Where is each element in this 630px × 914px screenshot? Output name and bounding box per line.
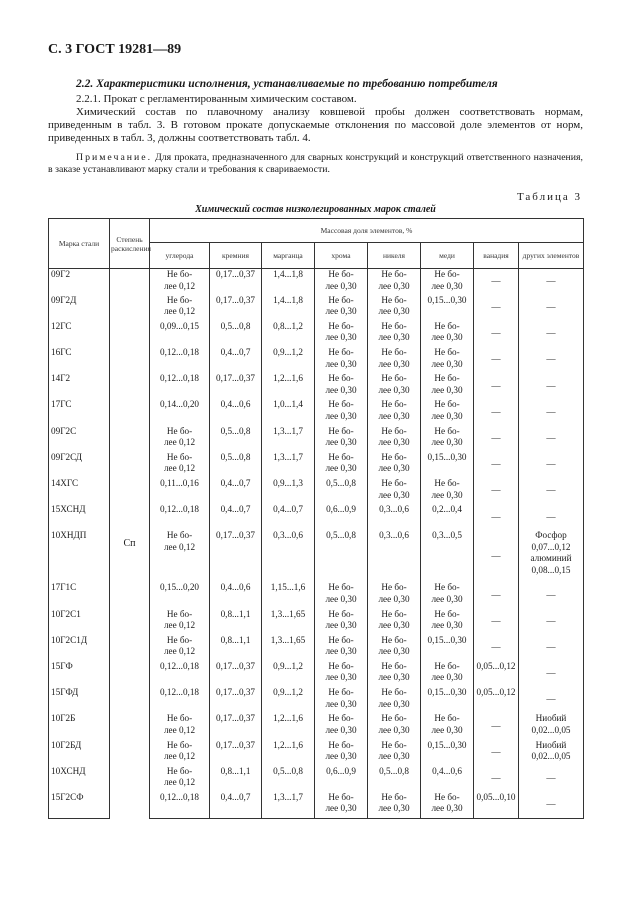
other-elements-cell: — bbox=[519, 399, 584, 425]
chromium-cell: Не бо- лее 0,30 bbox=[315, 295, 368, 321]
header-grade: Марка стали bbox=[49, 219, 110, 269]
carbon-cell: 0,14...0,20 bbox=[150, 399, 210, 425]
vanadium-cell: — bbox=[474, 269, 519, 295]
carbon-cell: Не бо- лее 0,12 bbox=[150, 766, 210, 792]
manganese-cell: 1,3...1,65 bbox=[262, 635, 315, 661]
copper-cell: 0,15...0,30 bbox=[421, 452, 474, 478]
copper-cell: Не бо- лее 0,30 bbox=[421, 582, 474, 608]
manganese-cell: 1,2...1,6 bbox=[262, 373, 315, 399]
manganese-cell: 1,3...1,7 bbox=[262, 426, 315, 452]
copper-cell: 0,15...0,30 bbox=[421, 295, 474, 321]
carbon-cell: Не бо- лее 0,12 bbox=[150, 713, 210, 739]
nickel-cell: Не бо- лее 0,30 bbox=[368, 347, 421, 373]
copper-cell: Не бо- лее 0,30 bbox=[421, 478, 474, 504]
carbon-cell: Не бо- лее 0,12 bbox=[150, 635, 210, 661]
nickel-cell: Не бо- лее 0,30 bbox=[368, 661, 421, 687]
grade-cell: 14Г2 bbox=[49, 373, 110, 399]
manganese-cell: 1,3...1,7 bbox=[262, 792, 315, 818]
other-elements-cell: — bbox=[519, 452, 584, 478]
vanadium-cell: 0,05...0,12 bbox=[474, 687, 519, 713]
manganese-cell: 0,4...0,7 bbox=[262, 504, 315, 530]
other-elements-cell: — bbox=[519, 426, 584, 452]
copper-cell: Не бо- лее 0,30 bbox=[421, 713, 474, 739]
copper-cell: 0,4...0,6 bbox=[421, 766, 474, 792]
nickel-cell: Не бо- лее 0,30 bbox=[368, 399, 421, 425]
nickel-cell: Не бо- лее 0,30 bbox=[368, 426, 421, 452]
carbon-cell: 0,12...0,18 bbox=[150, 504, 210, 530]
manganese-cell: 0,9...1,2 bbox=[262, 347, 315, 373]
nickel-cell: Не бо- лее 0,30 bbox=[368, 687, 421, 713]
other-elements-cell: Ниобий 0,02...0,05 bbox=[519, 713, 584, 739]
nickel-cell: Не бо- лее 0,30 bbox=[368, 269, 421, 295]
vanadium-cell: — bbox=[474, 713, 519, 739]
copper-cell: 0,2...0,4 bbox=[421, 504, 474, 530]
vanadium-cell: — bbox=[474, 530, 519, 582]
silicon-cell: 0,4...0,6 bbox=[210, 399, 262, 425]
silicon-cell: 0,17...0,37 bbox=[210, 530, 262, 582]
copper-cell: Не бо- лее 0,30 bbox=[421, 661, 474, 687]
deoxidation-cell: Сп bbox=[110, 269, 150, 819]
chromium-cell: Не бо- лее 0,30 bbox=[315, 582, 368, 608]
chromium-cell: Не бо- лее 0,30 bbox=[315, 347, 368, 373]
vanadium-cell: 0,05...0,10 bbox=[474, 792, 519, 818]
chromium-cell: Не бо- лее 0,30 bbox=[315, 713, 368, 739]
table-body bbox=[49, 269, 584, 819]
other-elements-cell: — bbox=[519, 504, 584, 530]
table-label: Таблица 3 bbox=[516, 191, 582, 203]
silicon-cell: 0,17...0,37 bbox=[210, 740, 262, 766]
table-row bbox=[49, 269, 584, 295]
manganese-cell: 0,9...1,3 bbox=[262, 478, 315, 504]
chromium-cell: Не бо- лее 0,30 bbox=[315, 609, 368, 635]
chromium-cell: Не бо- лее 0,30 bbox=[315, 426, 368, 452]
vanadium-cell: — bbox=[474, 399, 519, 425]
note-paragraph bbox=[48, 152, 583, 176]
grade-cell: 09Г2С bbox=[49, 426, 110, 452]
grade-cell: 10Г2БД bbox=[49, 740, 110, 766]
header-mass-fraction: Массовая доля элементов, % bbox=[150, 219, 584, 243]
copper-cell: Не бо- лее 0,30 bbox=[421, 609, 474, 635]
vanadium-cell: — bbox=[474, 295, 519, 321]
copper-cell: Не бо- лее 0,30 bbox=[421, 373, 474, 399]
header-other: других элементов bbox=[519, 243, 584, 269]
other-elements-cell: — bbox=[519, 766, 584, 792]
vanadium-cell: — bbox=[474, 635, 519, 661]
vanadium-cell: — bbox=[474, 609, 519, 635]
header-vanadium: ванадия bbox=[474, 243, 519, 269]
nickel-cell: 0,5...0,8 bbox=[368, 766, 421, 792]
other-elements-cell: — bbox=[519, 347, 584, 373]
copper-cell: 0,15...0,30 bbox=[421, 740, 474, 766]
chromium-cell: Не бо- лее 0,30 bbox=[315, 687, 368, 713]
other-elements-cell: — bbox=[519, 321, 584, 347]
silicon-cell: 0,4...0,7 bbox=[210, 792, 262, 818]
other-elements-cell: — bbox=[519, 635, 584, 661]
vanadium-cell: — bbox=[474, 766, 519, 792]
header-silicon: кремния bbox=[210, 243, 262, 269]
carbon-cell: Не бо- лее 0,12 bbox=[150, 530, 210, 582]
nickel-cell: Не бо- лее 0,30 bbox=[368, 609, 421, 635]
other-elements-cell: — bbox=[519, 609, 584, 635]
paragraph-2-2-1: 2.2.1. Прокат с регламентированным химическим составом. bbox=[76, 93, 357, 105]
copper-cell: Не бо- лее 0,30 bbox=[421, 792, 474, 818]
other-elements-cell: — bbox=[519, 295, 584, 321]
grade-cell: 15Г2СФ bbox=[49, 792, 110, 818]
vanadium-cell: — bbox=[474, 504, 519, 530]
chromium-cell: 0,6...0,9 bbox=[315, 766, 368, 792]
other-elements-cell: — bbox=[519, 687, 584, 713]
other-elements-cell: Фосфор 0,07...0,12 алюминий 0,08...0,15 bbox=[519, 530, 584, 582]
silicon-cell: 0,5...0,8 bbox=[210, 321, 262, 347]
chromium-cell: Не бо- лее 0,30 bbox=[315, 740, 368, 766]
manganese-cell: 0,9...1,2 bbox=[262, 661, 315, 687]
header-copper: меди bbox=[421, 243, 474, 269]
chromium-cell: Не бо- лее 0,30 bbox=[315, 399, 368, 425]
table-title: Химический состав низколегированных марок сталей bbox=[195, 204, 436, 215]
manganese-cell: 0,9...1,2 bbox=[262, 687, 315, 713]
manganese-cell: 1,3...1,7 bbox=[262, 452, 315, 478]
vanadium-cell: 0,05...0,12 bbox=[474, 661, 519, 687]
manganese-cell: 1,4...1,8 bbox=[262, 295, 315, 321]
header-chromium: хрома bbox=[315, 243, 368, 269]
other-elements-cell: — bbox=[519, 269, 584, 295]
vanadium-cell: — bbox=[474, 452, 519, 478]
header-carbon: углерода bbox=[150, 243, 210, 269]
carbon-cell: 0,15...0,20 bbox=[150, 582, 210, 608]
nickel-cell: Не бо- лее 0,30 bbox=[368, 582, 421, 608]
grade-cell: 10ХНДП bbox=[49, 530, 110, 582]
carbon-cell: 0,11...0,16 bbox=[150, 478, 210, 504]
grade-cell: 09Г2 bbox=[49, 269, 110, 295]
other-elements-cell: — bbox=[519, 582, 584, 608]
other-elements-cell: — bbox=[519, 478, 584, 504]
other-elements-cell: — bbox=[519, 373, 584, 399]
grade-cell: 10Г2С1 bbox=[49, 609, 110, 635]
nickel-cell: Не бо- лее 0,30 bbox=[368, 295, 421, 321]
grade-cell: 10Г2С1Д bbox=[49, 635, 110, 661]
carbon-cell: Не бо- лее 0,12 bbox=[150, 740, 210, 766]
silicon-cell: 0,17...0,37 bbox=[210, 295, 262, 321]
copper-cell: 0,15...0,30 bbox=[421, 635, 474, 661]
manganese-cell: 1,4...1,8 bbox=[262, 269, 315, 295]
grade-cell: 10ХСНД bbox=[49, 766, 110, 792]
grade-cell: 14ХГС bbox=[49, 478, 110, 504]
carbon-cell: Не бо- лее 0,12 bbox=[150, 452, 210, 478]
carbon-cell: Не бо- лее 0,12 bbox=[150, 295, 210, 321]
nickel-cell: Не бо- лее 0,30 bbox=[368, 740, 421, 766]
vanadium-cell: — bbox=[474, 478, 519, 504]
copper-cell: Не бо- лее 0,30 bbox=[421, 426, 474, 452]
nickel-cell: Не бо- лее 0,30 bbox=[368, 452, 421, 478]
chromium-cell: 0,6...0,9 bbox=[315, 504, 368, 530]
vanadium-cell: — bbox=[474, 373, 519, 399]
vanadium-cell: — bbox=[474, 426, 519, 452]
paragraph-chemical-composition: Химический состав по плавочному анализу ковшевой пробы должен соответствовать нормам, приведенным в табл. 3. В готовом прокате допускаемые отклонения по массовой доле элементов от норм, приведенных в табл. 3, должны соответствовать табл. 4. bbox=[48, 106, 583, 144]
chromium-cell: Не бо- лее 0,30 bbox=[315, 792, 368, 818]
silicon-cell: 0,5...0,8 bbox=[210, 426, 262, 452]
copper-cell: 0,3...0,5 bbox=[421, 530, 474, 582]
chromium-cell: 0,5...0,8 bbox=[315, 478, 368, 504]
copper-cell: Не бо- лее 0,30 bbox=[421, 399, 474, 425]
chromium-cell: Не бо- лее 0,30 bbox=[315, 269, 368, 295]
vanadium-cell: — bbox=[474, 321, 519, 347]
note-label: Примечание. bbox=[76, 152, 153, 163]
vanadium-cell: — bbox=[474, 740, 519, 766]
page-header: С. 3 ГОСТ 19281—89 bbox=[48, 42, 182, 57]
manganese-cell: 1,0...1,4 bbox=[262, 399, 315, 425]
grade-cell: 17Г1С bbox=[49, 582, 110, 608]
carbon-cell: 0,12...0,18 bbox=[150, 661, 210, 687]
manganese-cell: 0,5...0,8 bbox=[262, 766, 315, 792]
chromium-cell: 0,5...0,8 bbox=[315, 530, 368, 582]
carbon-cell: 0,09...0,15 bbox=[150, 321, 210, 347]
other-elements-cell: — bbox=[519, 661, 584, 687]
manganese-cell: 1,2...1,6 bbox=[262, 740, 315, 766]
nickel-cell: Не бо- лее 0,30 bbox=[368, 792, 421, 818]
silicon-cell: 0,8...1,1 bbox=[210, 766, 262, 792]
silicon-cell: 0,4...0,7 bbox=[210, 347, 262, 373]
carbon-cell: Не бо- лее 0,12 bbox=[150, 426, 210, 452]
grade-cell: 15ГФ bbox=[49, 661, 110, 687]
chromium-cell: Не бо- лее 0,30 bbox=[315, 321, 368, 347]
grade-cell: 15ГФД bbox=[49, 687, 110, 713]
silicon-cell: 0,8...1,1 bbox=[210, 635, 262, 661]
chromium-cell: Не бо- лее 0,30 bbox=[315, 452, 368, 478]
chromium-cell: Не бо- лее 0,30 bbox=[315, 661, 368, 687]
silicon-cell: 0,17...0,37 bbox=[210, 687, 262, 713]
silicon-cell: 0,8...1,1 bbox=[210, 609, 262, 635]
vanadium-cell: — bbox=[474, 347, 519, 373]
grade-cell: 09Г2Д bbox=[49, 295, 110, 321]
carbon-cell: 0,12...0,18 bbox=[150, 687, 210, 713]
copper-cell: Не бо- лее 0,30 bbox=[421, 321, 474, 347]
grade-cell: 09Г2СД bbox=[49, 452, 110, 478]
carbon-cell: 0,12...0,18 bbox=[150, 792, 210, 818]
silicon-cell: 0,4...0,7 bbox=[210, 504, 262, 530]
nickel-cell: 0,3...0,6 bbox=[368, 530, 421, 582]
chromium-cell: Не бо- лее 0,30 bbox=[315, 373, 368, 399]
silicon-cell: 0,17...0,37 bbox=[210, 269, 262, 295]
grade-cell: 10Г2Б bbox=[49, 713, 110, 739]
carbon-cell: 0,12...0,18 bbox=[150, 347, 210, 373]
header-nickel: никеля bbox=[368, 243, 421, 269]
grade-cell: 15ХСНД bbox=[49, 504, 110, 530]
other-elements-cell: — bbox=[519, 792, 584, 818]
vanadium-cell: — bbox=[474, 582, 519, 608]
copper-cell: Не бо- лее 0,30 bbox=[421, 269, 474, 295]
manganese-cell: 1,15...1,6 bbox=[262, 582, 315, 608]
copper-cell: Не бо- лее 0,30 bbox=[421, 347, 474, 373]
nickel-cell: 0,3...0,6 bbox=[368, 504, 421, 530]
silicon-cell: 0,17...0,37 bbox=[210, 373, 262, 399]
nickel-cell: Не бо- лее 0,30 bbox=[368, 321, 421, 347]
grade-cell: 12ГС bbox=[49, 321, 110, 347]
copper-cell: 0,15...0,30 bbox=[421, 687, 474, 713]
nickel-cell: Не бо- лее 0,30 bbox=[368, 478, 421, 504]
manganese-cell: 0,3...0,6 bbox=[262, 530, 315, 582]
carbon-cell: 0,12...0,18 bbox=[150, 373, 210, 399]
carbon-cell: Не бо- лее 0,12 bbox=[150, 609, 210, 635]
silicon-cell: 0,17...0,37 bbox=[210, 661, 262, 687]
carbon-cell: Не бо- лее 0,12 bbox=[150, 269, 210, 295]
manganese-cell: 0,8...1,2 bbox=[262, 321, 315, 347]
other-elements-cell: Ниобий 0,02...0,05 bbox=[519, 740, 584, 766]
nickel-cell: Не бо- лее 0,30 bbox=[368, 713, 421, 739]
chemical-composition-table bbox=[48, 218, 584, 819]
header-manganese: марганца bbox=[262, 243, 315, 269]
nickel-cell: Не бо- лее 0,30 bbox=[368, 373, 421, 399]
grade-cell: 16ГС bbox=[49, 347, 110, 373]
section-title: 2.2. Характеристики исполнения, устанавливаемые по требованию потребителя bbox=[76, 78, 498, 90]
grade-cell: 17ГС bbox=[49, 399, 110, 425]
silicon-cell: 0,17...0,37 bbox=[210, 713, 262, 739]
header-deoxidation: Степень раскисления bbox=[110, 219, 150, 269]
chromium-cell: Не бо- лее 0,30 bbox=[315, 635, 368, 661]
nickel-cell: Не бо- лее 0,30 bbox=[368, 635, 421, 661]
silicon-cell: 0,5...0,8 bbox=[210, 452, 262, 478]
note-text: Для проката, предназначенного для сварных конструкций и конструкций ответственного назначения, в заказе устанавливают марку стали и требования к свариваемости. bbox=[48, 152, 583, 175]
manganese-cell: 1,3...1,65 bbox=[262, 609, 315, 635]
silicon-cell: 0,4...0,7 bbox=[210, 478, 262, 504]
manganese-cell: 1,2...1,6 bbox=[262, 713, 315, 739]
silicon-cell: 0,4...0,6 bbox=[210, 582, 262, 608]
